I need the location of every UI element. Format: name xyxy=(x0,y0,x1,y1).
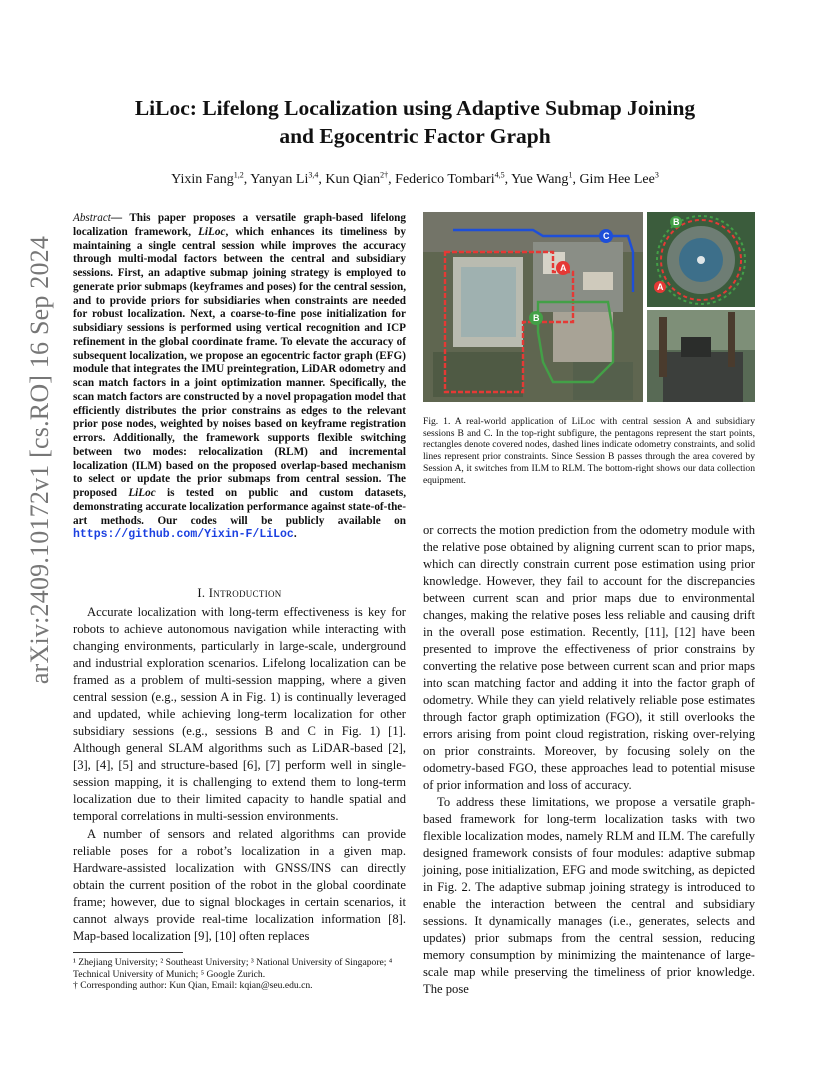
paragraph: Accurate localization with long-term effectiveness is key for robots to achieve autonomous navigation while interacting with changing environments, particularly in large-scale, underground and industrial exploration scenarios. Lifelong localization can be framed as a problem of multi-session mapping, where a given central session (e.g., session A in Fig. 1) is continually leveraged and updated, while achieving long-term localization for other subsidiary sessions (e.g., sessions B and C in Fig. 1) [1]. Although general SLAM algorithms such as LiDAR-based [2], [3], [4], [5] and structure-based [6], [7] perform well in single-session mapping, it is challenging to extend them to long-term localization due to their limited capacity to handle spatial and temporal correlations in multi-session environments. xyxy=(73,605,406,823)
section-number: I. xyxy=(197,586,206,600)
section-heading xyxy=(73,586,406,601)
abstract-method-name: LiLoc xyxy=(198,225,226,238)
footnote-affiliations: ¹ Zhejiang University; ² Southeast University; ³ National University of Singapore; ⁴ Technical University of Munich; ⁵ Google Zurich. xyxy=(73,957,393,980)
footnotes xyxy=(73,952,406,992)
intro-right-column xyxy=(423,522,755,998)
author-affil: 1,2 xyxy=(233,170,244,180)
author-affil: 1 xyxy=(568,170,573,180)
abstract xyxy=(73,212,406,542)
author-affil: 3,4 xyxy=(308,170,319,180)
author-list xyxy=(80,172,750,188)
intro-left-column xyxy=(73,604,406,945)
figure-1-image xyxy=(423,212,755,402)
author-name: Yue Wang xyxy=(511,172,569,187)
subfigure-bottom-right xyxy=(647,310,755,402)
github-link[interactable]: https://github.com/Yixin-F/LiLoc xyxy=(73,528,294,542)
abstract-method-name: LiLoc xyxy=(128,487,156,499)
author-name: Yanyan Li xyxy=(250,172,309,187)
author-affil: 4,5 xyxy=(494,170,505,180)
author-name: Kun Qian xyxy=(325,172,381,187)
author-sep: , xyxy=(243,172,251,187)
author-sep: , xyxy=(572,172,580,187)
figure-caption: Fig. 1. A real-world application of LiLoc with central session A and subsidiary sessions B and C. In the top-right subfigure, the pentagons represent the start points, rectangles denote covered nodes, dashed lines indicate odometry constraints, and solid lines represent prior constraints. Since Session B passes through the area covered by Session A, it switches from ILM to RLM. The bottom-right shows our data collection equipment. xyxy=(423,416,755,486)
paragraph: or corrects the motion prediction from the odometry module with the relative pose obtained by aligning current scan to prior maps, which can directly constrain current pose estimation using prior knowledge. However, they fail to account for the discrepancies between current scan and prior maps due to environmental changes, making the relative poses less reliable and causing drift in the overall pose estimation. Recently, [11], [12] have been presented to improve the effectiveness of prior constrains by converting the relative pose between current scan and prior maps into scan matching factor and adding it into the factor graph of odometry. While they can yield relatively reliable pose estimates through factor graph optimization (FGO), it still overlooks the errors arising from point cloud registration, risking over-relying on prior constraints. Moreover, by focusing solely on the odometry-based FGO, these approaches lead to potential misuse of prior information and loss of accuracy. xyxy=(423,523,755,792)
marker-a-label: A xyxy=(560,263,567,273)
title-line-1: LiLoc: Lifelong Localization using Adaptive Submap Joining xyxy=(134,96,696,120)
subfigure-marker-b: B xyxy=(673,217,680,227)
abstract-end: . xyxy=(293,528,297,541)
author-name: Gim Hee Lee xyxy=(579,172,655,187)
footnote-rule xyxy=(73,952,183,953)
arxiv-stamp: arXiv:2409.10172v1 [cs.RO] 16 Sep 2024 xyxy=(25,235,54,685)
author-affil: 2† xyxy=(380,170,389,180)
author-name: Yixin Fang xyxy=(171,172,234,187)
abstract-text: , which enhances its timeliness by maintaining a single central session while improves the accuracy through multi-modal factors between the central and subsidiary sessions. First, an adaptive submap joining strategy is employed to generate prior submaps (keyframes and poses) for the central session, and to provide priors for subsidiaries when constraints are needed for robust localization. Next, a coarse-to-fine pose initialization for subsidiary sessions is performed using vertical recognition and ICP refinement in the global coordinate frame. To elevate the accuracy of subsequent localization, we propose an egocentric factor graph (EFG) module that integrates the IMU preintegration, LiDAR odometry and scan match factors in a joint optimization manner. Specifically, the scan match factors are constructed by a novel propagation model that efficiently distributes the prior constrains as edges to the relevant prior pose nodes, weighted by noises based on keyframe registration errors. Additionally, the framework supports flexible switching between two modes: relocalization (RLM) and incremental localization (ILM) based on the proposed overlap-based mechanism to select or update the prior submaps from central session. The proposed xyxy=(73,225,406,499)
abstract-text: is tested on public and custom datasets, demonstrating accurate localization performance against state-of-the-art methods. Our codes will be publicly available on xyxy=(73,487,406,527)
abstract-text: — This paper proposes a versatile graph-based lifelong localization framework, xyxy=(73,212,406,238)
subfigure-marker-a: A xyxy=(657,282,664,292)
author-name: Federico Tombari xyxy=(395,172,495,187)
paragraph: A number of sensors and related algorithms can provide reliable poses for a robot’s localization in a given map. Hardware-assisted localization with GNSS/INS can directly obtain the current position of the robot in the global coordinate frame; however, due to signal blockages in certain scenarios, it cannot always provide real-time localization information [8]. Map-based localization [9], [10] often replaces xyxy=(73,827,406,943)
figure-1 xyxy=(423,212,755,402)
abstract-label: Abstract xyxy=(73,212,111,224)
author-sep: , xyxy=(504,172,512,187)
author-sep: , xyxy=(318,172,326,187)
section-title: Introduction xyxy=(208,586,282,600)
paper-title xyxy=(80,94,750,150)
marker-c-label: C xyxy=(603,231,610,241)
title-line-2: and Egocentric Factor Graph xyxy=(279,124,551,148)
footnote-corresponding: † Corresponding author: Kun Qian, Email: kqian@seu.edu.cn. xyxy=(73,980,313,991)
author-affil: 3 xyxy=(654,170,659,180)
paragraph: To address these limitations, we propose a versatile graph-based framework for long-term localization tasks with two flexible localization modes, namely RLM and ILM. The carefully designed framework consists of four modules: adaptive submap joining, pose initialization, EFG and mode switching, as depicted in Fig. 2. The adaptive submap joining strategy is introduced to enable the interaction between the central and subsidiary sessions. It dynamically manages (i.e., generates, selects and updates) prior submaps from the central session, reducing memory consumption by minimizing the maintenance of large-scale map while preserving the timeliness of prior knowledge. The pose xyxy=(423,795,755,996)
marker-b-label: B xyxy=(533,313,540,323)
subfigure-top-right xyxy=(647,212,755,307)
author-sep: , xyxy=(388,172,396,187)
